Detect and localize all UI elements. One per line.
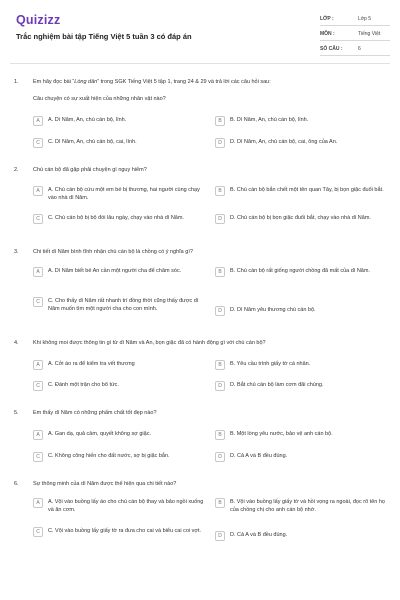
option-label: A. Gan dạ, quả cảm, quyết không sợ giặc. [48,431,151,437]
option-label: D. Cả A và B đều đúng. [230,532,288,538]
option-letter-box: B [215,186,225,196]
option-label: C. Dì Năm, An, chú cán bộ, cai, lính. [48,139,137,145]
question-number: 2. [14,167,19,173]
option-label: B. Chú cán bộ rất giống người chồng đã mất của dì Năm. [230,268,370,274]
question-number: 5. [14,410,19,416]
option-label: D. Cả A và B đều đúng. [230,453,288,459]
meta-subject-key: MÔN : [320,31,335,37]
worksheet-header [0,0,400,64]
option-letter-box: D [215,138,225,148]
question-number: 1. [14,79,19,85]
option-letter-box: D [215,214,225,224]
option-letter-box: C [33,452,43,462]
option-letter-box: A [33,267,43,277]
option-letter-box: D [215,306,225,316]
meta-count-value: 6 [358,46,361,52]
option-label: A. Dì Năm biết bé An cần một người cha để chăm sóc. [48,268,182,274]
option-letter-box: B [215,267,225,277]
option-letter-box: A [33,360,43,370]
option-letter-box: B [215,430,225,440]
question-number: 4. [14,340,19,346]
option-letter-box: C [33,381,43,391]
option-letter-box: D [215,531,225,541]
option-label: A. Dì Năm, An, chú cán bộ, lính. [48,117,127,123]
option-letter-box: B [215,116,225,126]
question-text-emphasis: Lòng dân [74,79,98,85]
option-label: D. Dì Năm yêu thương chú cán bộ. [230,307,316,313]
question-text: Chi tiết dì Năm bình tĩnh nhận chú cán bộ là chồng có ý nghĩa gì? [33,249,193,255]
meta-count-key: SỐ CÂU : [320,46,343,52]
option-label: C. Vội vào buồng lấy giấy tờ ra đưa cho cai và biểu cai coi vợt. [48,528,202,534]
meta-grade-value: Lớp 5 [358,16,372,22]
question-text: Em thấy dì Năm có những phẩm chất tốt đẹp nào? [33,410,157,416]
option-label: C. Cho thấy dì Năm rất nhanh trí đồng thời cũng thấy được dì Năm muốn tìm một người cha cho con mình. [48,298,199,312]
question-text-part: Em hãy đọc bài “ [33,79,75,85]
option-letter-box: D [215,452,225,462]
option-letter-box: B [215,498,225,508]
option-label: C. Không công hiến cho đất nước, sợ bị giặc bắn. [48,453,170,459]
option-label: C. Đánh một trận cho bõ tức. [48,382,119,388]
option-label: A. Cởi áo ra để kiểm tra vết thương [48,361,135,367]
option-label: B. Vội vào buồng lấy giấy tờ và hồi vọng ra ngoài, đọc rõ tên họ của chồng chị cho anh cán bộ nhớ. [230,499,385,513]
option-label: D. Dì Năm, An, chú cán bộ, cai, ông của An. [230,139,338,145]
quizizz-logo: Quizizz [16,13,61,27]
option-label: B. Yêu cầu trình giấy tờ cá nhân. [230,361,311,367]
meta-count [320,42,390,56]
question-subtext: Câu chuyện có sự xuất hiện của những nhân vật nào? [33,96,166,102]
option-letter-box: C [33,297,43,307]
option-label: D. Chú cán bộ bị bọn giặc đuổi bắt, chạy vào nhà dì Năm. [230,215,371,221]
option-label: D. Bắt chú cán bộ làm cơm đãi chúng. [230,382,324,388]
option-letter-box: C [33,138,43,148]
meta-subject-value: Tiếng Việt [358,31,381,37]
option-letter-box: A [33,498,43,508]
option-label: A. Vội vào buồng lấy áo cho chú cán bộ thay và bảo ngồi xuống và ăn cơm. [48,499,204,513]
option-label: A. Chú cán bộ cứu một em bé bị thương, hai người cùng chạy vào nhà dì Năm. [48,187,200,201]
option-label: B. Dì Năm, An, chú cán bộ, lính. [230,117,309,123]
meta-grade-key: LỚP : [320,16,334,22]
question-text-part: ” trong SGK Tiếng Việt 5 tập 1, trang 24 & 29 và trả lời các câu hỏi sau: [97,79,271,85]
meta-grade [320,12,390,26]
question-text: Khi không moi được thông tin gì từ dì Năm và An, bọn giặc đã có hành động gì với chú cán bộ? [33,340,266,346]
option-letter-box: A [33,430,43,440]
question-text [33,79,271,85]
option-letter-box: B [215,360,225,370]
option-label: B. Chú cán bộ bắn chết một tên quan Tây, bị bọn giặc đuổi bắt. [230,187,384,193]
page-title: Trắc nghiệm bài tập Tiếng Việt 5 tuần 3 có đáp án [16,32,192,41]
question-number: 3. [14,249,19,255]
question-number: 6. [14,481,19,487]
option-letter-box: D [215,381,225,391]
header-divider [10,63,390,64]
option-label: C. Chú cán bộ bị bộ đói lâu ngày, chạy vào nhà dì Năm. [48,215,184,221]
question-text: Sự thông minh của dì Năm được thể hiện qua chi tiết nào? [33,481,177,487]
question-text: Chú cán bộ đã gặp phải chuyện gì nguy hiểm? [33,167,147,173]
option-letter-box: C [33,527,43,537]
option-label: B. Một lòng yêu nước, bảo vệ anh cán bộ. [230,431,333,437]
option-letter-box: A [33,186,43,196]
meta-subject [320,27,390,41]
option-letter-box: A [33,116,43,126]
option-letter-box: C [33,214,43,224]
